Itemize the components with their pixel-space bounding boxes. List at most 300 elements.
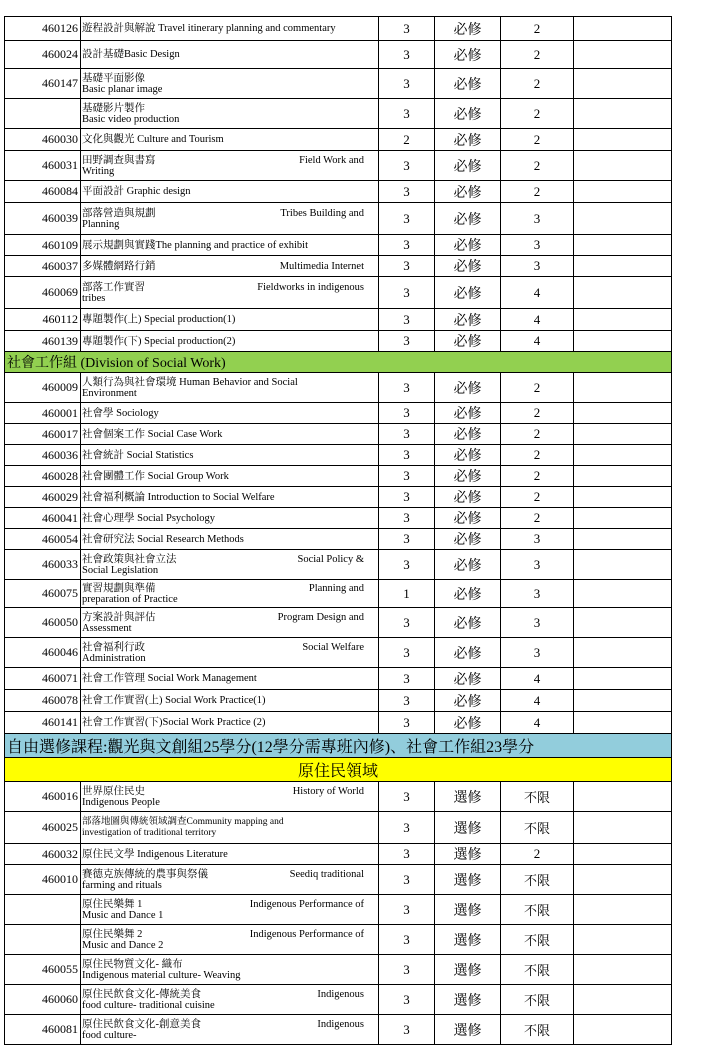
- course-name: [81, 235, 379, 256]
- course-row: [5, 812, 672, 844]
- course-code: 460037: [5, 256, 81, 277]
- year-level: 不限: [501, 782, 574, 812]
- year-level: 4: [501, 331, 574, 352]
- year-level: 2: [501, 466, 574, 487]
- course-type: 選修: [435, 844, 501, 865]
- course-name-en: Seediq traditional: [289, 868, 364, 880]
- year-level: 2: [501, 69, 574, 99]
- course-type: 必修: [435, 424, 501, 445]
- course-type: 必修: [435, 580, 501, 608]
- course-name: [81, 690, 379, 712]
- course-name-zh: 部落地圖與傳統領域調查Community mapping and: [82, 816, 284, 827]
- credits: 3: [379, 865, 435, 895]
- remarks: [574, 550, 672, 580]
- course-name-line2: Music and Dance 1: [82, 909, 164, 921]
- course-name-en: Program Design and: [277, 611, 364, 623]
- course-type: 必修: [435, 277, 501, 309]
- year-level: 3: [501, 638, 574, 668]
- remarks: [574, 1015, 672, 1045]
- course-type: 必修: [435, 638, 501, 668]
- course-row: [5, 466, 672, 487]
- course-name-line2: preparation of Practice: [82, 593, 178, 605]
- remarks: [574, 812, 672, 844]
- course-code: 460031: [5, 151, 81, 181]
- course-name-zh: 社會心理學 Social Psychology: [82, 512, 215, 524]
- year-level: 2: [501, 181, 574, 203]
- course-row: [5, 1015, 672, 1045]
- course-row: [5, 638, 672, 668]
- course-name-line2: Planning: [82, 218, 120, 230]
- course-name-zh: 平面設計 Graphic design: [82, 186, 191, 197]
- course-name: [81, 17, 379, 41]
- credits: 3: [379, 608, 435, 638]
- course-name: [81, 985, 379, 1015]
- course-name-en: Multimedia Internet: [279, 260, 364, 272]
- year-level: 2: [501, 99, 574, 129]
- course-row: [5, 529, 672, 550]
- course-name-zh: 社會福利行政: [82, 641, 145, 653]
- year-level: 不限: [501, 1015, 574, 1045]
- year-level: 2: [501, 445, 574, 466]
- credits: 3: [379, 466, 435, 487]
- course-name-line2: Basic planar image: [82, 83, 163, 95]
- course-code: 460147: [5, 69, 81, 99]
- course-name: [81, 181, 379, 203]
- course-type: 選修: [435, 985, 501, 1015]
- course-code: 460032: [5, 844, 81, 865]
- year-level: 3: [501, 235, 574, 256]
- credits: 3: [379, 550, 435, 580]
- course-code: [5, 895, 81, 925]
- course-name-line2: Assessment: [82, 622, 132, 634]
- credits: 3: [379, 955, 435, 985]
- year-level: 4: [501, 277, 574, 309]
- course-type: 必修: [435, 331, 501, 352]
- remarks: [574, 895, 672, 925]
- credits: 3: [379, 668, 435, 690]
- course-name-zh: 文化與觀光 Culture and Tourism: [82, 134, 224, 145]
- credits: 3: [379, 99, 435, 129]
- course-name-line2: Indigenous material culture- Weaving: [82, 969, 241, 981]
- credits: 3: [379, 985, 435, 1015]
- course-name: [81, 373, 379, 403]
- course-name-en: Indigenous Performance of: [249, 928, 364, 940]
- remarks: [574, 638, 672, 668]
- course-name: [81, 812, 379, 844]
- year-level: 3: [501, 580, 574, 608]
- course-type: 選修: [435, 782, 501, 812]
- course-name: [81, 331, 379, 352]
- course-name-line2: food culture-: [82, 1029, 137, 1041]
- course-name-zh: 賽德克族傳統的農事與祭儀: [82, 868, 208, 880]
- credits: 3: [379, 529, 435, 550]
- course-name: [81, 424, 379, 445]
- remarks: [574, 203, 672, 235]
- section-header-indigenous: [5, 758, 672, 782]
- year-level: 3: [501, 529, 574, 550]
- course-type: 必修: [435, 309, 501, 331]
- course-name-zh: 部落營造與規劃: [82, 207, 156, 219]
- course-row: [5, 41, 672, 69]
- course-type: 必修: [435, 17, 501, 41]
- course-type: 必修: [435, 203, 501, 235]
- course-name-line2: Administration: [82, 652, 146, 664]
- course-name: [81, 955, 379, 985]
- course-type: 必修: [435, 373, 501, 403]
- course-type: 選修: [435, 925, 501, 955]
- remarks: [574, 985, 672, 1015]
- course-row: [5, 865, 672, 895]
- credits: 3: [379, 331, 435, 352]
- credits: 3: [379, 638, 435, 668]
- course-name-en: Tribes Building and: [280, 207, 364, 219]
- course-code: 460054: [5, 529, 81, 550]
- year-level: 2: [501, 373, 574, 403]
- credits: 3: [379, 812, 435, 844]
- course-name: [81, 580, 379, 608]
- course-type: 必修: [435, 129, 501, 151]
- course-name-en: Indigenous Performance of: [249, 898, 364, 910]
- course-name-en: Indigenous: [317, 988, 364, 1000]
- course-type: 必修: [435, 99, 501, 129]
- credits: 3: [379, 424, 435, 445]
- course-code: 460081: [5, 1015, 81, 1045]
- course-name-zh: 方案設計與評估: [82, 611, 156, 623]
- remarks: [574, 466, 672, 487]
- course-name: [81, 41, 379, 69]
- course-type: 必修: [435, 466, 501, 487]
- course-name-en: History of World: [292, 785, 364, 797]
- credits: 3: [379, 487, 435, 508]
- credits: 3: [379, 69, 435, 99]
- credits: 3: [379, 1015, 435, 1045]
- year-level: 4: [501, 712, 574, 734]
- tourism-section-rows: [5, 17, 672, 352]
- course-row: [5, 69, 672, 99]
- course-name-zh: 專題製作(上) Special production(1): [82, 314, 236, 325]
- course-name-en: Social Policy &: [297, 553, 364, 565]
- credits: 3: [379, 403, 435, 424]
- remarks: [574, 69, 672, 99]
- course-code: 460046: [5, 638, 81, 668]
- course-code: 460041: [5, 508, 81, 529]
- course-name-line2: Social Legislation: [82, 564, 159, 576]
- course-name-line2: investigation of traditional territory: [82, 827, 217, 838]
- section-title: 原住民領域: [5, 758, 672, 782]
- year-level: 3: [501, 608, 574, 638]
- course-code: 460050: [5, 608, 81, 638]
- section-title: 自由選修課程:觀光與文創組25學分(12學分需專班內修)、社會工作組23學分: [5, 734, 672, 758]
- course-row: [5, 550, 672, 580]
- course-type: 必修: [435, 41, 501, 69]
- remarks: [574, 712, 672, 734]
- course-name: [81, 712, 379, 734]
- course-row: [5, 985, 672, 1015]
- year-level: 3: [501, 203, 574, 235]
- course-type: 必修: [435, 403, 501, 424]
- course-code: 460060: [5, 985, 81, 1015]
- course-name: [81, 99, 379, 129]
- course-name-zh: 田野調查與書寫: [82, 154, 156, 166]
- course-name: [81, 277, 379, 309]
- course-name-zh: 展示規劃與實踐The planning and practice of exhibit: [82, 239, 308, 251]
- course-row: [5, 151, 672, 181]
- remarks: [574, 580, 672, 608]
- course-type: 必修: [435, 668, 501, 690]
- section-header-social-work: [5, 352, 672, 373]
- course-row: [5, 487, 672, 508]
- remarks: [574, 487, 672, 508]
- remarks: [574, 424, 672, 445]
- course-type: 必修: [435, 608, 501, 638]
- course-code: 460039: [5, 203, 81, 235]
- course-name: [81, 782, 379, 812]
- course-code: 460017: [5, 424, 81, 445]
- course-type: 必修: [435, 445, 501, 466]
- course-name-line2: Environment: [82, 387, 137, 399]
- year-level: 4: [501, 690, 574, 712]
- year-level: 3: [501, 550, 574, 580]
- credits: 3: [379, 445, 435, 466]
- course-code: 460069: [5, 277, 81, 309]
- section-header-elective: [5, 734, 672, 758]
- course-name-zh: 社會工作實習(上) Social Work Practice(1): [82, 695, 266, 706]
- remarks: [574, 309, 672, 331]
- course-row: [5, 424, 672, 445]
- credits: 3: [379, 508, 435, 529]
- remarks: [574, 129, 672, 151]
- course-name: [81, 487, 379, 508]
- remarks: [574, 403, 672, 424]
- course-code: 460109: [5, 235, 81, 256]
- course-name: [81, 865, 379, 895]
- credits: 3: [379, 181, 435, 203]
- credits: 2: [379, 129, 435, 151]
- course-row: [5, 181, 672, 203]
- course-type: 選修: [435, 812, 501, 844]
- remarks: [574, 373, 672, 403]
- course-name-en: Social Welfare: [302, 641, 364, 653]
- course-row: [5, 608, 672, 638]
- remarks: [574, 235, 672, 256]
- course-name: [81, 466, 379, 487]
- remarks: [574, 782, 672, 812]
- course-code: 460010: [5, 865, 81, 895]
- credits: 3: [379, 151, 435, 181]
- course-row: [5, 955, 672, 985]
- course-row: [5, 17, 672, 41]
- remarks: [574, 844, 672, 865]
- course-type: 必修: [435, 712, 501, 734]
- course-name-zh: 部落工作實習: [82, 281, 145, 293]
- year-level: 2: [501, 403, 574, 424]
- course-name: [81, 309, 379, 331]
- credits: 3: [379, 782, 435, 812]
- course-name-zh: 社會工作管理 Social Work Management: [82, 673, 257, 684]
- course-name: [81, 151, 379, 181]
- course-code: 460025: [5, 812, 81, 844]
- remarks: [574, 445, 672, 466]
- course-name-zh: 社會研究法 Social Research Methods: [82, 533, 244, 545]
- remarks: [574, 41, 672, 69]
- credits: 3: [379, 373, 435, 403]
- course-row: [5, 690, 672, 712]
- course-type: 必修: [435, 69, 501, 99]
- course-type: 必修: [435, 550, 501, 580]
- course-table: [4, 16, 672, 1045]
- course-row: [5, 256, 672, 277]
- course-name-zh: 社會個案工作 Social Case Work: [82, 428, 223, 440]
- remarks: [574, 865, 672, 895]
- course-name-zh: 原住民文學 Indigenous Literature: [82, 848, 228, 860]
- course-name: [81, 608, 379, 638]
- course-name-zh: 多媒體網路行銷: [82, 260, 156, 272]
- course-row: [5, 277, 672, 309]
- course-type: 必修: [435, 508, 501, 529]
- course-name-line2: food culture- traditional cuisine: [82, 999, 215, 1011]
- credits: 3: [379, 925, 435, 955]
- course-code: 460139: [5, 331, 81, 352]
- course-row: [5, 668, 672, 690]
- course-name: [81, 550, 379, 580]
- course-name-zh: 基礎影片製作: [82, 102, 145, 114]
- course-type: 必修: [435, 529, 501, 550]
- course-type: 選修: [435, 955, 501, 985]
- course-row: [5, 580, 672, 608]
- course-code: 460033: [5, 550, 81, 580]
- course-name-zh: 原住民飲食文化-創意美食: [82, 1018, 201, 1030]
- course-name: [81, 256, 379, 277]
- course-code: 460001: [5, 403, 81, 424]
- course-type: 選修: [435, 895, 501, 925]
- course-name-zh: 社會團體工作 Social Group Work: [82, 470, 229, 482]
- course-name-line2: tribes: [82, 292, 106, 304]
- remarks: [574, 925, 672, 955]
- course-name-line2: Basic video production: [82, 113, 180, 125]
- credits: 3: [379, 844, 435, 865]
- course-name: [81, 638, 379, 668]
- course-name: [81, 925, 379, 955]
- year-level: 不限: [501, 955, 574, 985]
- course-row: [5, 445, 672, 466]
- course-name-en: Fieldworks in indigenous: [257, 281, 364, 293]
- course-row: [5, 782, 672, 812]
- course-name: [81, 529, 379, 550]
- course-name-zh: 設計基礎Basic Design: [82, 49, 180, 60]
- course-name-line2: Indigenous People: [82, 796, 160, 808]
- course-name-zh: 原住民物質文化- 織布: [82, 958, 183, 970]
- credits: 3: [379, 17, 435, 41]
- course-type: 必修: [435, 487, 501, 508]
- course-row: [5, 129, 672, 151]
- course-row: [5, 203, 672, 235]
- course-row: [5, 235, 672, 256]
- course-type: 必修: [435, 151, 501, 181]
- indigenous-section-rows: [5, 782, 672, 1045]
- course-code: 460030: [5, 129, 81, 151]
- course-name-zh: 社會工作實習(下)Social Work Practice (2): [82, 717, 266, 728]
- year-level: 4: [501, 668, 574, 690]
- course-row: [5, 331, 672, 352]
- course-name: [81, 129, 379, 151]
- course-row: [5, 925, 672, 955]
- course-row: [5, 895, 672, 925]
- remarks: [574, 331, 672, 352]
- credits: 3: [379, 41, 435, 69]
- course-name-zh: 社會政策與社會立法: [82, 553, 177, 565]
- course-code: 460084: [5, 181, 81, 203]
- remarks: [574, 955, 672, 985]
- course-row: [5, 99, 672, 129]
- course-row: [5, 309, 672, 331]
- credits: 3: [379, 309, 435, 331]
- remarks: [574, 668, 672, 690]
- remarks: [574, 529, 672, 550]
- year-level: 2: [501, 41, 574, 69]
- course-name-zh: 遊程設計與解說 Travel itinerary planning and commentary: [82, 23, 336, 34]
- course-name: [81, 895, 379, 925]
- course-code: 460141: [5, 712, 81, 734]
- year-level: 2: [501, 844, 574, 865]
- course-code: 460029: [5, 487, 81, 508]
- course-type: 選修: [435, 1015, 501, 1045]
- course-name: [81, 403, 379, 424]
- course-code: 460028: [5, 466, 81, 487]
- year-level: 2: [501, 129, 574, 151]
- remarks: [574, 608, 672, 638]
- year-level: 不限: [501, 895, 574, 925]
- year-level: 2: [501, 424, 574, 445]
- credits: 3: [379, 690, 435, 712]
- course-type: 必修: [435, 690, 501, 712]
- credits: 3: [379, 256, 435, 277]
- course-name: [81, 69, 379, 99]
- course-type: 選修: [435, 865, 501, 895]
- year-level: 2: [501, 17, 574, 41]
- course-code: 460016: [5, 782, 81, 812]
- course-code: 460024: [5, 41, 81, 69]
- course-name-zh: 社會學 Sociology: [82, 407, 159, 419]
- year-level: 2: [501, 487, 574, 508]
- course-name-line2: Music and Dance 2: [82, 939, 164, 951]
- course-type: 必修: [435, 235, 501, 256]
- credits: 3: [379, 235, 435, 256]
- remarks: [574, 256, 672, 277]
- course-name: [81, 508, 379, 529]
- course-code: [5, 99, 81, 129]
- section-title: 社會工作組 (Division of Social Work): [5, 352, 672, 373]
- credits: 3: [379, 277, 435, 309]
- course-row: [5, 712, 672, 734]
- course-row: [5, 403, 672, 424]
- remarks: [574, 181, 672, 203]
- course-type: 必修: [435, 181, 501, 203]
- course-row: [5, 844, 672, 865]
- course-name-zh: 社會福利概論 Introduction to Social Welfare: [82, 491, 275, 503]
- remarks: [574, 690, 672, 712]
- course-name-line2: Writing: [82, 165, 115, 177]
- course-code: 460071: [5, 668, 81, 690]
- course-row: [5, 373, 672, 403]
- course-name-en: Indigenous: [317, 1018, 364, 1030]
- course-name-zh: 原住民樂舞 1: [82, 898, 143, 910]
- course-code: 460036: [5, 445, 81, 466]
- course-name-zh: 世界原住民史: [82, 785, 145, 797]
- course-name: [81, 445, 379, 466]
- course-name-zh: 社會統計 Social Statistics: [82, 449, 194, 461]
- course-name-zh: 原住民樂舞 2: [82, 928, 143, 940]
- remarks: [574, 17, 672, 41]
